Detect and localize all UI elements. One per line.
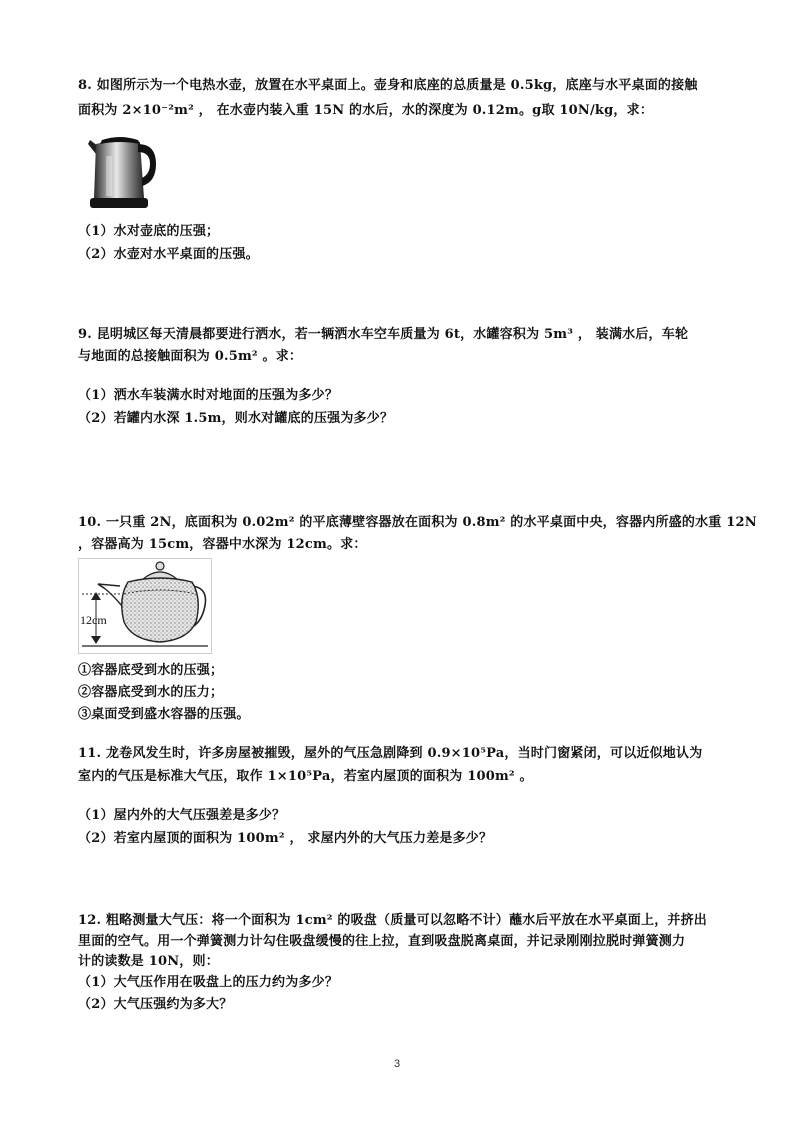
q8-line-2: 面积为 2×10⁻²m² ， 在水壶内装入重 15N 的水后，水的深度为 0.12m。g取 10N/kg，求： [78,103,654,118]
q10-sub-3: ③桌面受到盛水容器的压强。 [78,707,250,722]
q12-line-2: 里面的空气。用一个弹簧测力计勾住吸盘缓慢的往上拉，直到吸盘脱离桌面，并记录刚刚拉脱时弹簧测力 [78,934,686,949]
q9-line-2: 与地面的总接触面积为 0.5m² 。求： [78,349,303,364]
q8-line-1: 8. 如图所示为一个电热水壶，放置在水平桌面上。壶身和底座的总质量是 0.5kg，底座与水平桌面的接触 [78,78,698,93]
electric-kettle-image [80,130,160,212]
q11-sub-2: （2）若室内屋顶的面积为 100m² ， 求屋内外的大气压力差是多少？ [78,831,493,846]
page-number: 3 [393,1058,401,1070]
q12-line-3: 计的读数是 10N，则： [78,954,219,969]
q10-sub-2: ②容器底受到水的压力； [78,685,224,700]
q11-line-2: 室内的气压是标准大气压，取作 1×10⁵Pa，若室内屋顶的面积为 100m² 。 [78,769,533,784]
q8-sub-2: （2）水壶对水平桌面的压强。 [78,247,259,262]
q9-line-1: 9. 昆明城区每天清晨都要进行洒水，若一辆洒水车空车质量为 6t，水罐容积为 5m³ ， 装满水后，车轮 [78,327,689,342]
q10-sub-1: ①容器底受到水的压强； [78,663,224,678]
q9-sub-2: （2）若罐内水深 1.5m，则水对罐底的压强为多少？ [78,411,394,426]
q10-line-1: 10. 一只重 2N，底面积为 0.02m² 的平底薄壁容器放在面积为 0.8m² 的水平桌面中央，容器内所盛的水重 12N [78,515,757,530]
water-depth-label: 12cm [80,613,107,627]
q12-sub-2: （2）大气压强约为多大？ [78,997,233,1012]
q9-sub-1: （1）洒水车装满水时对地面的压强为多少？ [78,388,339,403]
q11-line-1: 11. 龙卷风发生时，许多房屋被摧毁，屋外的气压急剧降到 0.9×10⁵Pa，当时门窗紧闭，可以近似地认为 [78,746,703,761]
q12-sub-1: （1）大气压作用在吸盘上的压力约为多少？ [78,975,339,990]
teapot-diagram [78,558,212,654]
q8-sub-1: （1）水对壶底的压强； [78,224,220,239]
q12-line-1: 12. 粗略测量大气压：将一个面积为 1cm² 的吸盘（质量可以忽略不计）蘸水后平放在水平桌面上，并挤出 [78,913,708,928]
q10-line-2: ，容器高为 15cm，容器中水深为 12cm。求： [78,537,367,552]
q11-sub-1: （1）屋内外的大气压强差是多少？ [78,808,286,823]
